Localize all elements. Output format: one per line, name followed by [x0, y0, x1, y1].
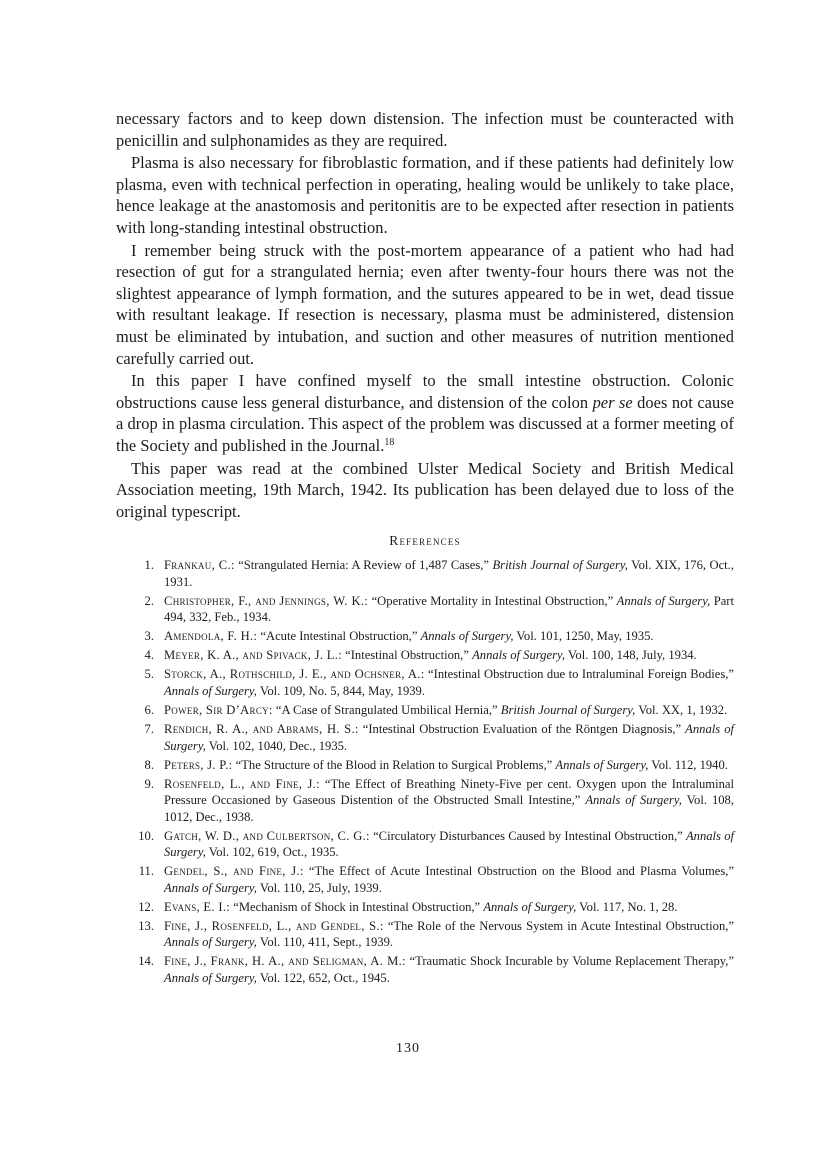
reference-item [116, 666, 734, 699]
reference-text [164, 628, 734, 645]
reference-authors: Gendel, S., and Fine, J.: [164, 864, 304, 879]
paragraph-text-start: In this paper I have confined myself to the small intestine obstruction. Colonic obstructions cause less general disturbance, and distension of the colon [116, 371, 734, 412]
reference-title: “The Effect of Breathing Ninety-Five per cent. Oxygen upon the Intraluminal Pressure Occasioned by Gaseous Distention of the Obstructed Small Intestine,” [164, 776, 734, 808]
reference-number: 4. [144, 648, 154, 663]
reference-text [164, 828, 734, 861]
reference-item [116, 828, 734, 861]
reference-authors: Fine, J., Frank, H. A., and Seligman, A. M.: [164, 954, 406, 969]
reference-item [116, 702, 734, 719]
reference-text [164, 647, 734, 664]
reference-authors: Evans, E. I.: [164, 899, 231, 914]
page-number: 130 [396, 1041, 420, 1056]
footnote-marker: 18 [384, 436, 395, 448]
reference-number: 14. [138, 954, 154, 969]
reference-item [116, 647, 734, 664]
reference-details: Part 494, 332, Feb., 1934. [164, 593, 734, 625]
reference-item [116, 899, 734, 916]
reference-title: “Circulatory Disturbances Caused by Intestinal Obstruction,” [369, 828, 686, 843]
paragraph-small-intestine [116, 370, 734, 456]
reference-number: 1. [144, 558, 154, 573]
reference-details: Vol. XX, 1, 1932. [635, 702, 728, 717]
reference-journal: Annals of Surgery, [164, 684, 257, 698]
reference-authors: Rendich, R. A., and Abrams, H. S.: [164, 721, 359, 736]
reference-number: 10. [138, 828, 154, 843]
reference-item [116, 628, 734, 645]
paragraph-post-mortem: I remember being struck with the post-mortem appearance of a patient who had had resection of gut for a strangulated hernia; even after twenty-four hours there was not the slightest appearance of lymph formation, and the sutures appeared to be in wet, dead tissue with resultant leakage. If resection is necessary, plasma must be administered, distension must be eliminated by intubation, and suction and other measures of nutrition mentioned carefully carried out. [116, 240, 734, 368]
reference-title: “The Role of the Nervous System in Acute Intestinal Obstruction,” [383, 918, 734, 933]
reference-text [164, 702, 734, 719]
reference-journal: Annals of Surgery, [164, 721, 734, 753]
reference-title: “Acute Intestinal Obstruction,” [257, 629, 421, 644]
reference-details: Vol. 101, 1250, May, 1935. [513, 629, 654, 644]
latin-phrase: per se [592, 392, 633, 412]
reference-authors: Gatch, W. D., and Culbertson, C. G.: [164, 828, 370, 843]
reference-number: 2. [144, 593, 154, 608]
reference-authors: Christopher, F., and Jennings, W. K.: [164, 593, 369, 608]
paragraph-text-end: does not cause a drop in plasma circulation. This aspect of the problem was discussed at a former meeting of the Society and published in the Journal. [116, 392, 734, 455]
reference-journal: Annals of Surgery, [164, 971, 257, 986]
reference-details: Vol. 100, 148, July, 1934. [565, 648, 697, 663]
reference-journal: British Journal of Surgery, [500, 702, 636, 717]
reference-authors: Rosenfeld, L., and Fine, J.: [164, 776, 320, 791]
reference-journal: Annals of Surgery, [164, 935, 257, 950]
reference-title: “Strangulated Hernia: A Review of 1,487 Cases,” [234, 558, 493, 573]
reference-text [164, 863, 734, 896]
reference-text [164, 666, 734, 699]
reference-text [164, 593, 734, 626]
reference-journal: Annals of Surgery, [616, 593, 711, 608]
reference-title: “A Case of Strangulated Umbilical Hernia,” [272, 702, 501, 717]
paragraph-continuation: necessary factors and to keep down distension. The infection must be counteracted with penicillin and sulphonamides as they are required. [116, 109, 734, 150]
reference-journal: British Journal of Surgery, [492, 558, 628, 573]
references-list [116, 557, 734, 986]
reference-title: “Intestinal Obstruction,” [341, 648, 473, 663]
reference-item [116, 557, 734, 590]
reference-text [164, 918, 734, 951]
reference-item [116, 918, 734, 951]
reference-details: Vol. 110, 25, July, 1939. [256, 880, 382, 895]
reference-journal: Annals of Surgery, [420, 629, 514, 644]
reference-journal: Annals of Surgery, [164, 880, 257, 895]
reference-journal: Annals of Surgery, [164, 828, 734, 860]
reference-number: 11. [138, 864, 154, 879]
reference-authors: Storck, A., Rothschild, J. E., and Ochsner, A.: [164, 667, 425, 682]
reference-number: 13. [138, 918, 154, 933]
reference-number: 3. [144, 629, 154, 644]
reference-authors: Amendola, F. H.: [164, 629, 258, 644]
reference-item [116, 593, 734, 626]
reference-details: Vol. 102, 1040, Dec., 1935. [205, 738, 348, 753]
reference-item [116, 776, 734, 826]
reference-details: Vol. 110, 411, Sept., 1939. [256, 935, 394, 950]
reference-title: “The Effect of Acute Intestinal Obstruction on the Blood and Plasma Volumes,” [303, 864, 734, 879]
reference-item [116, 953, 734, 986]
reference-text [164, 721, 734, 754]
reference-details: Vol. XIX, 176, Oct., 1931. [164, 558, 734, 589]
reference-authors: Power, Sir D’Arcy: [164, 702, 273, 717]
page-body [116, 108, 734, 989]
reference-number: 7. [144, 721, 154, 736]
reference-text [164, 776, 734, 826]
reference-authors: Meyer, K. A., and Spivack, J. L.: [164, 648, 342, 663]
reference-journal: Annals of Surgery, [555, 757, 649, 772]
reference-details: Vol. 102, 619, Oct., 1935. [205, 845, 339, 860]
reference-item [116, 757, 734, 774]
reference-number: 5. [144, 667, 154, 682]
paragraph-publication-note: This paper was read at the combined Ulster Medical Society and British Medical Association meeting, 19th March, 1942. Its publication has been delayed due to loss of the original typescript. [116, 458, 734, 521]
reference-title: “Traumatic Shock Incurable by Volume Replacement Therapy,” [405, 954, 734, 969]
reference-item [116, 863, 734, 896]
reference-authors: Peters, J. P.: [164, 757, 233, 772]
reference-number: 9. [144, 776, 154, 791]
reference-journal: Annals of Surgery, [483, 899, 577, 914]
reference-number: 12. [138, 899, 154, 914]
reference-title: “Intestinal Obstruction due to Intraluminal Foreign Bodies,” [424, 667, 734, 682]
reference-details: Vol. 117, No. 1, 28. [576, 899, 678, 914]
reference-number: 6. [144, 702, 154, 717]
reference-title: “Operative Mortality in Intestinal Obstruction,” [368, 593, 617, 608]
reference-details: Vol. 108, 1012, Dec., 1938. [164, 793, 734, 824]
reference-title: “The Structure of the Blood in Relation to Surgical Problems,” [232, 757, 556, 772]
reference-authors: Frankau, C.: [164, 558, 235, 573]
reference-details: Vol. 112, 1940. [648, 757, 728, 772]
reference-details: Vol. 122, 652, Oct., 1945. [256, 971, 390, 986]
reference-item [116, 721, 734, 754]
reference-journal: Annals of Surgery, [585, 793, 682, 808]
reference-text [164, 557, 734, 590]
reference-text [164, 953, 734, 986]
reference-title: “Mechanism of Shock in Intestinal Obstruction,” [230, 899, 484, 914]
reference-details: Vol. 109, No. 5, 844, May, 1939. [256, 684, 425, 698]
reference-text [164, 757, 734, 774]
reference-number: 8. [144, 757, 154, 772]
reference-authors: Fine, J., Rosenfeld, L., and Gendel, S.: [164, 918, 384, 933]
reference-text [164, 899, 734, 916]
paragraph-plasma-fibroblastic: Plasma is also necessary for fibroblastic formation, and if these patients had definitely low plasma, even with technical perfection in operating, healing would be unlikely to take place, hence leakage at the anastomosis and peritonitis are to be expected after resection in patients with long-standing intestinal obstruction. [116, 153, 734, 237]
references-heading: References [389, 533, 461, 549]
reference-journal: Annals of Surgery, [472, 648, 566, 663]
reference-title: “Intestinal Obstruction Evaluation of the Röntgen Diagnosis,” [358, 721, 686, 736]
